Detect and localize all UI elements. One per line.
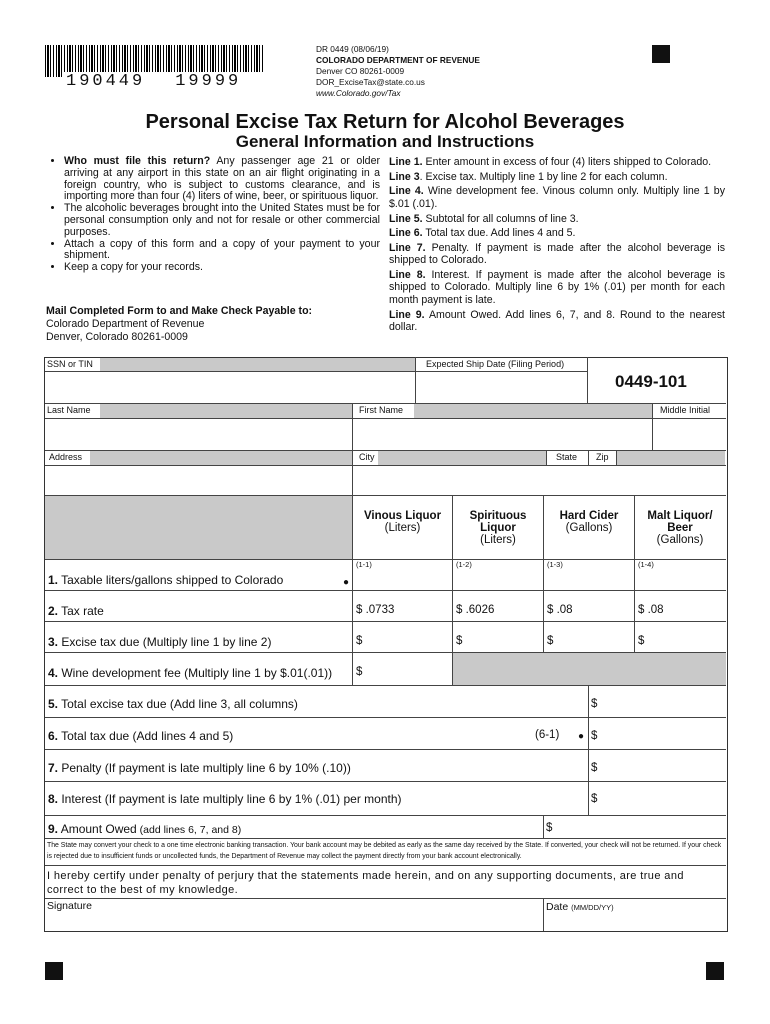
line-9-label xyxy=(48,822,241,836)
instr-bullet-3: • Attach a copy of this form and a copy of your payment to your shipment. xyxy=(64,239,380,263)
line-9-input[interactable]: $ xyxy=(546,822,553,834)
instr-who-answer: Any passenger age 21 or older arriving at any airport in this state on an air flight originating in a foreign country, who is subject to customs clearance, and is importing more than four (4) liters of wine, beer, or spirituous liquor. xyxy=(64,155,380,203)
line-5-input[interactable]: $ xyxy=(591,698,598,710)
page-title: Personal Excise Tax Return for Alcohol Beverages xyxy=(145,111,625,133)
city-shade xyxy=(378,451,546,465)
rate-vinous: $ .0733 xyxy=(356,604,395,616)
ssn-label: SSN or TIN xyxy=(47,359,93,369)
line-1-spirituous-input[interactable] xyxy=(456,570,540,588)
state-label: State xyxy=(556,452,578,462)
line-8-text: Interest (If payment is late multiply line 6 by 1% (.01) per month) xyxy=(58,792,402,806)
middle-initial-label: Middle Initial xyxy=(660,405,711,415)
line-7-num: 7. xyxy=(48,761,59,775)
rate-spirituous: $ .6026 xyxy=(456,604,495,616)
col-head-cider xyxy=(544,510,634,534)
line-7-label xyxy=(48,761,351,775)
col-vinous-unit: (Liters) xyxy=(384,522,421,534)
line-6-input[interactable]: $ xyxy=(591,730,598,742)
form-code: 0449-101 xyxy=(615,372,687,391)
instr-line-key: Line 9. xyxy=(389,308,425,321)
col-malt-name: Malt Liquor/ Beer xyxy=(647,510,713,534)
agency-website: www.Colorado.gov/Tax xyxy=(316,88,401,98)
line-9-hint: (add lines 6, 7, and 8) xyxy=(136,824,242,836)
agency-name: COLORADO DEPARTMENT OF REVENUE xyxy=(316,55,480,65)
ssn-shade xyxy=(100,358,415,372)
line-3-text: Excise tax due (Multiply line 1 by line 2) xyxy=(58,635,272,649)
line-7-input[interactable]: $ xyxy=(591,762,598,774)
instr-line-text: Amount Owed. Add lines 6, 7, and 8. Round to the nearest dollar. xyxy=(389,308,725,333)
line-3-cider-input[interactable]: $ xyxy=(547,635,554,647)
page-subtitle: General Information and Instructions xyxy=(235,132,535,151)
line-2-num: 2. xyxy=(48,604,59,618)
instr-line-key: Line 8. xyxy=(389,269,426,282)
line-3-malt-input[interactable]: $ xyxy=(638,635,645,647)
line-6-text: Total tax due (Add lines 4 and 5) xyxy=(58,729,234,743)
last-name-shade xyxy=(100,404,352,418)
line-8-label xyxy=(48,792,402,806)
address-label: Address xyxy=(49,452,83,462)
signature-label: Signature xyxy=(47,900,92,912)
col-head-vinous xyxy=(353,510,452,534)
instr-line-2 xyxy=(389,185,725,210)
col-spirituous-name: Spirituous Liquor xyxy=(469,510,527,534)
line-4-shade xyxy=(453,653,726,685)
line-9-text: Amount Owed xyxy=(58,822,137,836)
instr-bullet-2: • The alcoholic beverages brought into the United States must be for personal consumption only and not for resale or other commercial purposes. xyxy=(64,203,380,238)
instr-line-key: Line 4. xyxy=(389,185,424,198)
instr-who xyxy=(64,156,380,203)
instr-line-0 xyxy=(389,156,725,168)
zip-shade xyxy=(617,451,725,465)
col-cider-unit: (Gallons) xyxy=(565,522,613,534)
header-shade xyxy=(45,496,352,560)
middle-initial-input[interactable] xyxy=(656,422,722,446)
instr-line-5 xyxy=(389,242,725,267)
ship-date-input[interactable] xyxy=(420,376,582,400)
barcode-number xyxy=(62,72,275,91)
form-number: DR 0449 (08/06/19) xyxy=(316,44,389,54)
line-7-text: Penalty (If payment is late multiply line 6 by 10% (.10)) xyxy=(58,761,351,775)
col-head-malt xyxy=(635,510,725,546)
col-vinous-name: Vinous Liquor xyxy=(363,510,442,522)
instr-line-key: Line 5. xyxy=(389,212,423,225)
first-name-shade xyxy=(414,404,652,418)
line-5-text: Total excise tax due (Add line 3, all columns) xyxy=(58,697,298,711)
instr-line-1 xyxy=(389,171,725,183)
line-1-dot-icon: ● xyxy=(343,577,350,588)
mail-to xyxy=(46,305,312,344)
instr-line-6 xyxy=(389,269,725,306)
address-shade xyxy=(90,451,352,465)
first-name-input[interactable] xyxy=(357,422,647,446)
instr-line-text: Subtotal for all columns of line 3. xyxy=(422,212,579,225)
right-instructions xyxy=(389,156,725,336)
line-8-num: 8. xyxy=(48,792,59,806)
col-head-spirituous xyxy=(453,510,543,546)
line-4-vinous-input[interactable]: $ xyxy=(356,666,363,678)
line-3-spirituous-input[interactable]: $ xyxy=(456,635,463,647)
line-3-label xyxy=(48,635,271,649)
corner-mark-bottom-right xyxy=(706,962,724,980)
date-input[interactable] xyxy=(548,912,722,928)
instr-line-text: . Excise tax. Multiply line 1 by line 2 for each column. xyxy=(419,170,668,183)
city-label: City xyxy=(359,452,375,462)
line-1-label xyxy=(48,573,283,587)
code-1-2: (1-2) xyxy=(456,560,472,569)
agency-email: DOR_ExciseTax@state.co.us xyxy=(316,77,425,87)
instr-line-text: Total tax due. Add lines 4 and 5. xyxy=(422,227,576,240)
zip-label: Zip xyxy=(596,452,609,462)
code-1-4: (1-4) xyxy=(638,560,654,569)
instr-line-key: Line 7. xyxy=(389,241,426,254)
barcode-number-1: 190449 xyxy=(66,72,146,91)
ssn-input[interactable] xyxy=(50,376,410,400)
line-6-label xyxy=(48,729,233,743)
line-3-num: 3. xyxy=(48,635,59,649)
ship-date-label: Expected Ship Date (Filing Period) xyxy=(426,359,565,369)
rate-cider: $ .08 xyxy=(547,604,573,616)
instr-line-3 xyxy=(389,213,725,225)
instr-bullet-4: • Keep a copy for your records. xyxy=(64,262,380,274)
code-1-1: (1-1) xyxy=(356,560,372,569)
line-3-vinous-input[interactable]: $ xyxy=(356,635,363,647)
barcode-number-2: 19999 xyxy=(175,72,242,91)
line-1-num: 1. xyxy=(48,573,59,587)
instr-line-7 xyxy=(389,309,725,334)
code-1-3: (1-3) xyxy=(547,560,563,569)
line-6-num: 6. xyxy=(48,729,59,743)
line-2-text: Tax rate xyxy=(58,604,104,618)
line-5-label xyxy=(48,697,298,711)
instr-who-question: Who must file this return? xyxy=(64,155,211,167)
date-format: (MM/DD/YY) xyxy=(571,903,614,912)
instr-line-text: Interest. If payment is made after the alcohol beverage is shipped to Colorado. Multiply line 6 by 1% (.01) per month for each month payment is late. xyxy=(389,269,726,306)
instr-line-key: Line 6. xyxy=(389,227,423,240)
rate-malt: $ .08 xyxy=(638,604,664,616)
corner-mark xyxy=(652,45,670,63)
line-1-malt-input[interactable] xyxy=(638,570,722,588)
line-1-cider-input[interactable] xyxy=(547,570,631,588)
line-4-num: 4. xyxy=(48,666,59,680)
last-name-input[interactable] xyxy=(50,422,346,446)
certification-text: I hereby certify under penalty of perjury that the statements made herein, and on any supporting documents, are true and correct to the best of my knowledge. xyxy=(47,870,684,896)
line-1-text: Taxable liters/gallons shipped to Colorado xyxy=(58,573,284,587)
instr-line-key: Line 3 xyxy=(389,170,420,183)
instr-line-text: Penalty. If payment is made after the alcohol beverage is shipped to Colorado. xyxy=(389,241,725,267)
corner-mark-bottom-left xyxy=(45,962,63,980)
mail-line-1: Colorado Department of Revenue xyxy=(46,318,205,330)
city-state-zip-input[interactable] xyxy=(357,469,721,493)
line-6-code: (6-1) xyxy=(535,729,560,741)
line-8-input[interactable]: $ xyxy=(591,793,598,805)
last-name-label: Last Name xyxy=(47,405,91,415)
first-name-label: First Name xyxy=(359,405,404,415)
mail-heading: Mail Completed Form to and Make Check Payable to: xyxy=(46,305,313,317)
form-header xyxy=(316,44,480,99)
line-2-label xyxy=(48,604,104,618)
instr-line-text: Wine development fee. Vinous column only. Multiply line 1 by $.01 (.01). xyxy=(389,185,725,210)
line-6-dot-icon: ● xyxy=(578,731,585,742)
instr-line-key: Line 1. xyxy=(389,156,423,168)
col-malt-unit: (Gallons) xyxy=(656,534,704,546)
col-cider-name: Hard Cider xyxy=(559,510,619,522)
left-instructions xyxy=(46,156,380,274)
line-1-vinous-input[interactable] xyxy=(356,570,448,588)
address-input[interactable] xyxy=(50,469,346,493)
line-5-num: 5. xyxy=(48,697,59,711)
mail-line-2: Denver, Colorado 80261-0009 xyxy=(46,331,188,343)
line-4-label xyxy=(48,666,332,680)
instr-line-text: Enter amount in excess of four (4) liters shipped to Colorado. xyxy=(422,156,712,168)
signature-input[interactable] xyxy=(50,912,538,928)
line-4-text: Wine development fee (Multiply line 1 by $.01(.01)) xyxy=(58,666,333,680)
agency-address: Denver CO 80261-0009 xyxy=(316,66,405,76)
col-spirituous-unit: (Liters) xyxy=(480,534,516,546)
electronic-check-notice: The State may convert your check to a one time electronic banking transaction. Your bank account may be debited as early as the same day received by the State. If converted, your check will not be returned. If your check is rejected due to insufficient funds or uncollected funds, the Department of Revenue may collect the payment directly from your bank account electronically. xyxy=(47,842,722,860)
instr-line-4 xyxy=(389,227,725,239)
line-9-num: 9. xyxy=(48,822,59,836)
date-label-text: Date xyxy=(546,901,569,913)
